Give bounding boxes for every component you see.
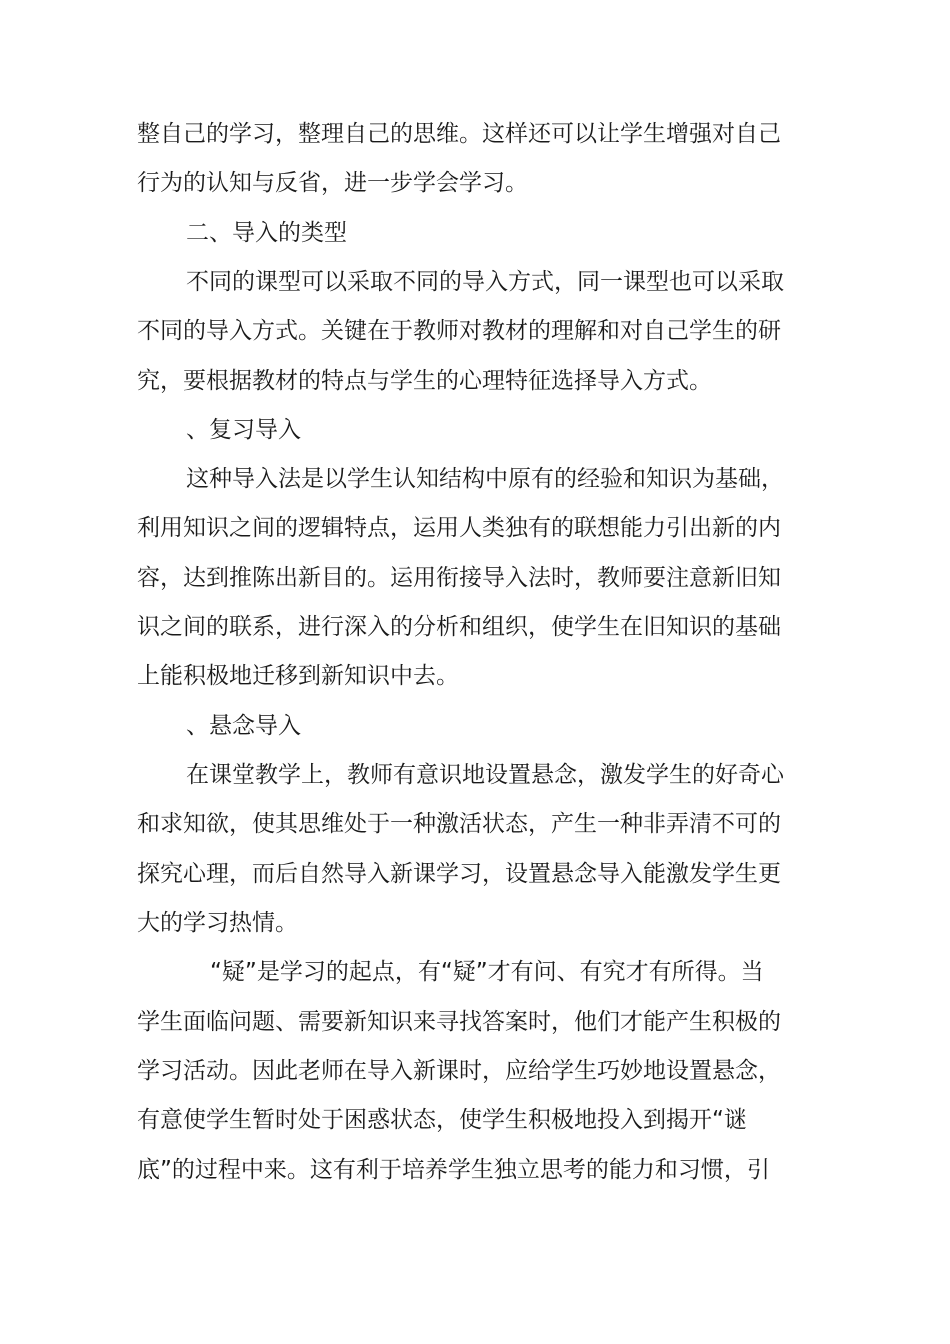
paragraph-line: 容，达到推陈出新目的。运用衔接导入法时，教师要注意新旧知: [137, 565, 781, 591]
paragraph-line: 整自己的学习，整理自己的思维。这样还可以让学生增强对自己: [137, 121, 781, 147]
paragraph-line: 不同的导入方式。关键在于教师对教材的理解和对自己学生的研: [137, 318, 781, 344]
paragraph-line: 和求知欲，使其思维处于一种激活状态，产生一种非弄清不可的: [137, 811, 781, 837]
subsection-heading: 、复习导入: [186, 417, 301, 443]
paragraph-line: 学习活动。因此老师在导入新课时，应给学生巧妙地设置悬念，: [137, 1058, 781, 1084]
paragraph-line: “疑”是学习的起点，有“疑”才有问、有究才有所得。当: [210, 959, 764, 985]
subsection-heading: 、悬念导入: [186, 713, 301, 739]
paragraph-line: 究，要根据教材的特点与学生的心理特征选择导入方式。: [137, 368, 712, 394]
paragraph-line: 识之间的联系，进行深入的分析和组织，使学生在旧知识的基础: [137, 614, 781, 640]
paragraph-line: 利用知识之间的逻辑特点，运用人类独有的联想能力引出新的内: [137, 515, 781, 541]
paragraph-line: 探究心理，而后自然导入新课学习，设置悬念导入能激发学生更: [137, 861, 781, 887]
paragraph-line: 大的学习热情。: [137, 910, 298, 936]
paragraph-line: 学生面临问题、需要新知识来寻找答案时，他们才能产生积极的: [137, 1009, 781, 1035]
paragraph-line: 在课堂教学上，教师有意识地设置悬念，激发学生的好奇心: [186, 762, 784, 788]
paragraph-line: 这种导入法是以学生认知结构中原有的经验和知识为基础，: [186, 466, 784, 492]
paragraph-line: 有意使学生暂时处于困惑状态，使学生积极地投入到揭开“谜: [137, 1107, 747, 1133]
paragraph-line: 行为的认知与反省，进一步学会学习。: [137, 170, 528, 196]
paragraph-line: 底”的过程中来。这有利于培养学生独立思考的能力和习惯，引: [137, 1157, 770, 1183]
paragraph-line: 不同的课型可以采取不同的导入方式，同一课型也可以采取: [186, 269, 784, 295]
paragraph-line: 上能积极地迁移到新知识中去。: [137, 663, 459, 689]
section-heading: 二、导入的类型: [186, 220, 347, 246]
